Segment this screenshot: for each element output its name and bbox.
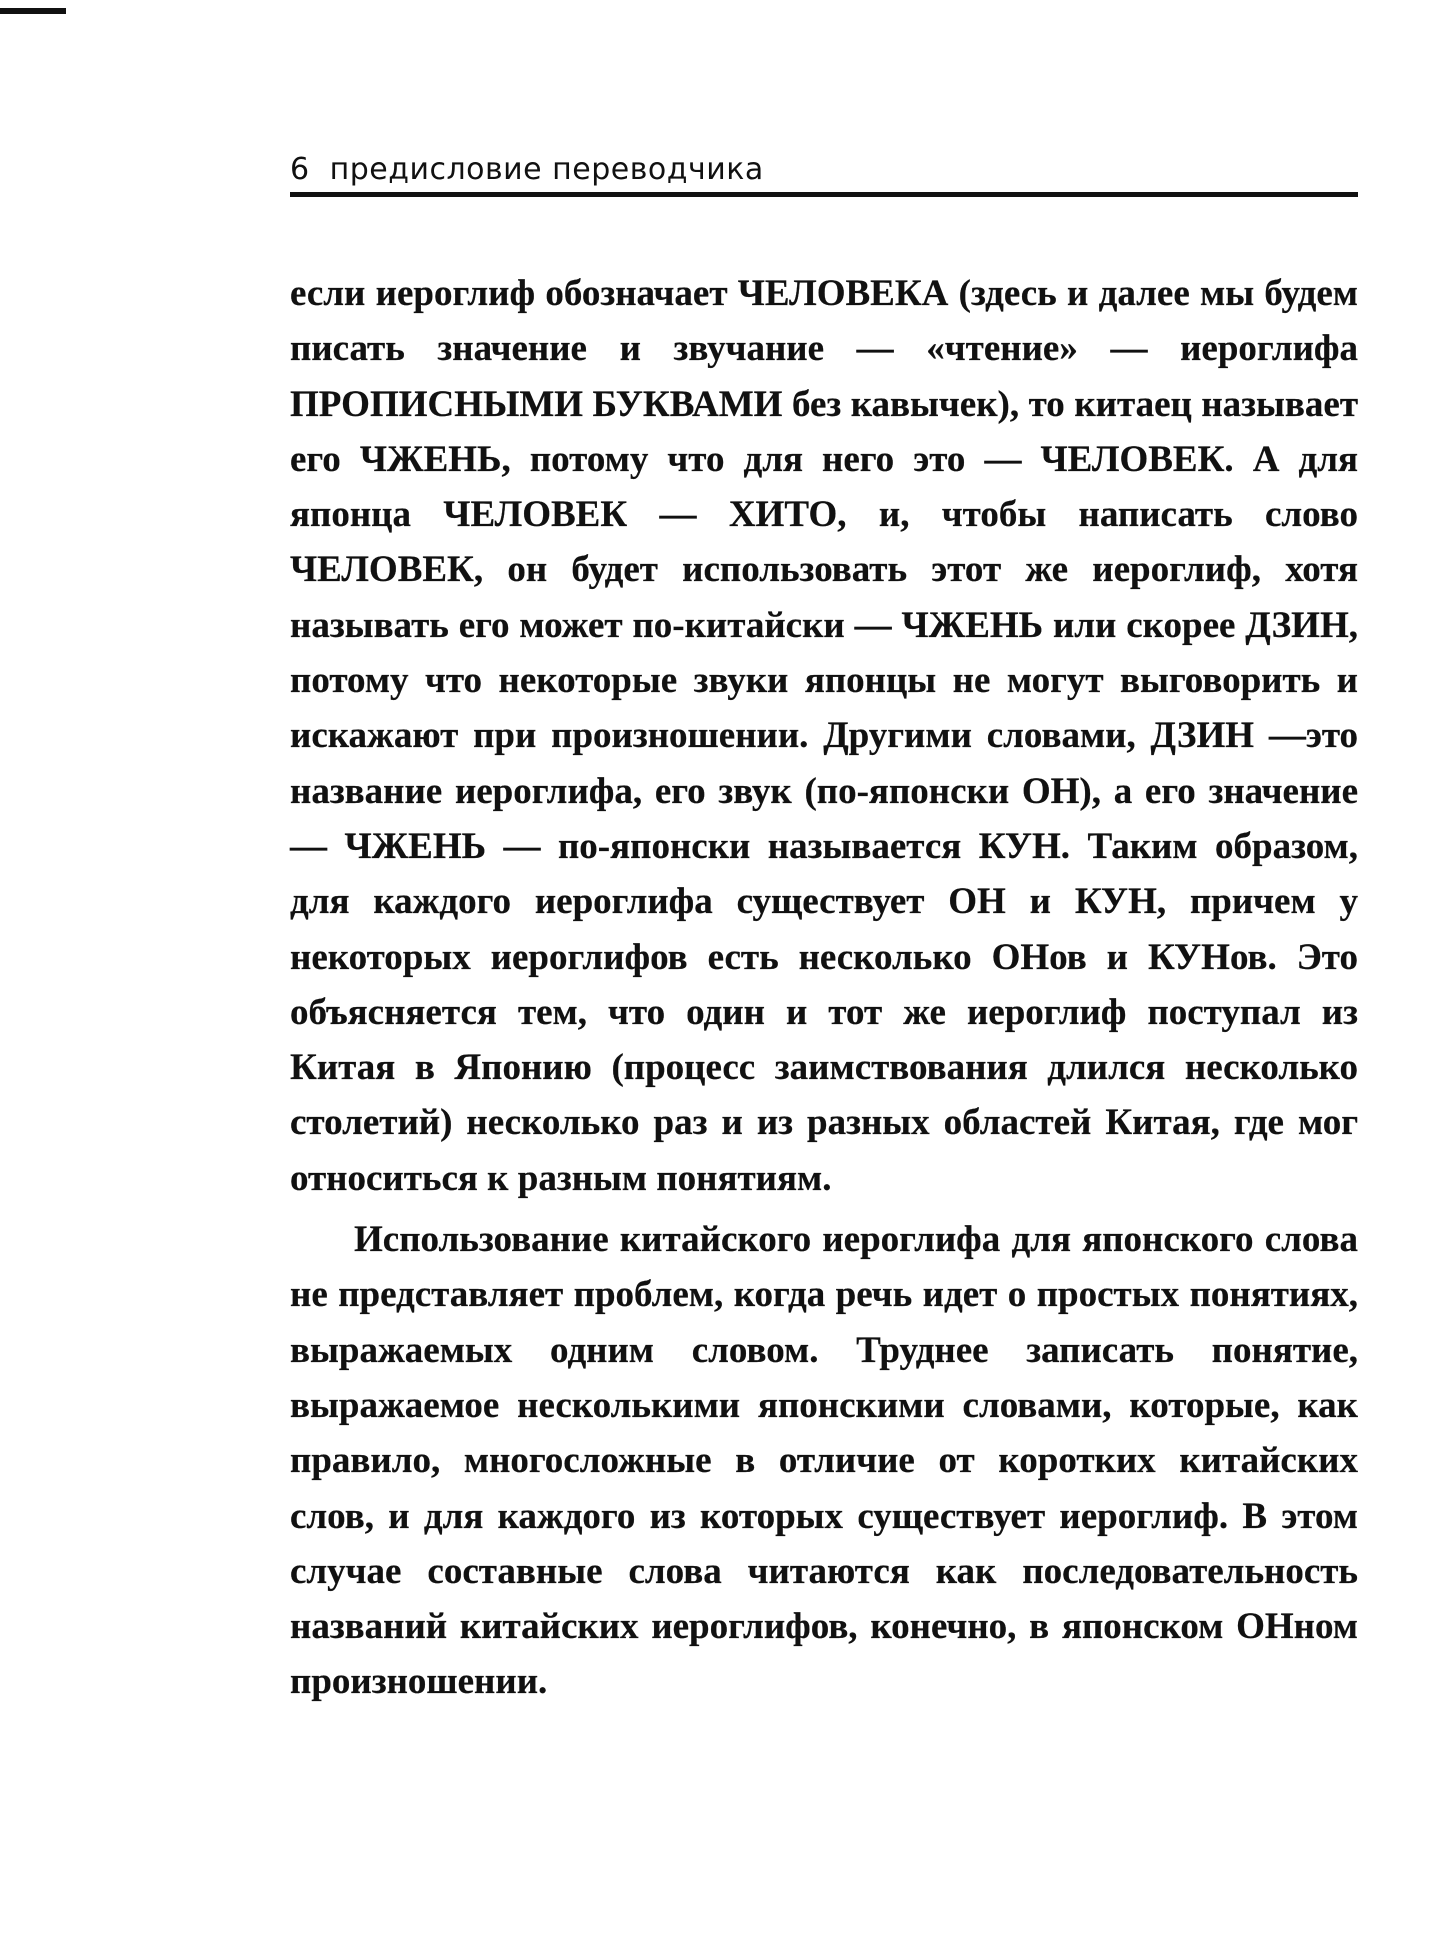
paragraph: Использование китайского иероглифа для японского слова не представляет проблем, когда речь идет о простых понятиях, выражаемых одним словом. Труднее записать понятие, выражаемое несколькими японскими словами, которые, как правило, многосложные в отличие от коротких китайских слов, и для каждого из которых существует иероглиф. В этом случае составные слова читаются как последовательность названий китайских иероглифов, конечно, в японском ОНном произношении. [290,1219,1358,1703]
corner-crop-mark [0,8,66,14]
running-title: предисловие переводчика [329,152,764,187]
running-head [290,150,1358,190]
page-number: 6 [290,152,310,187]
paragraph: если иероглиф обозначает ЧЕЛОВЕКА (здесь и далее мы будем писать значение и звучание — «чтение» — иероглифа ПРОПИСНЫМИ БУКВАМИ без кавычек), то китаец называет его ЧЖЕНЬ, потому что для него это — ЧЕЛОВЕК. А для японца ЧЕЛОВЕК — ХИТО, и, чтобы написать слово ЧЕЛОВЕК, он будет использовать этот же иероглиф, хотя называть его может по-китайски — ЧЖЕНЬ или скорее ДЗИН, потому что некоторые звуки японцы не могут выговорить и искажают при произношении. Другими словами, ДЗИН —это название иероглифа, его звук (по-японски ОН), а его значение — ЧЖЕНЬ — по-японски называется КУН. Таким образом, для каждого иероглифа существует ОН и КУН, причем у некоторых иероглифов есть несколько ОНов и КУНов. Это объясняется тем, что один и тот же иероглиф поступал из Китая в Японию (процесс заимствования длился несколько столетий) несколько раз и из разных областей Китая, где мог относиться к разным понятиям. [290,273,1358,1199]
header-rule [290,192,1358,197]
body-text [290,266,1358,1710]
